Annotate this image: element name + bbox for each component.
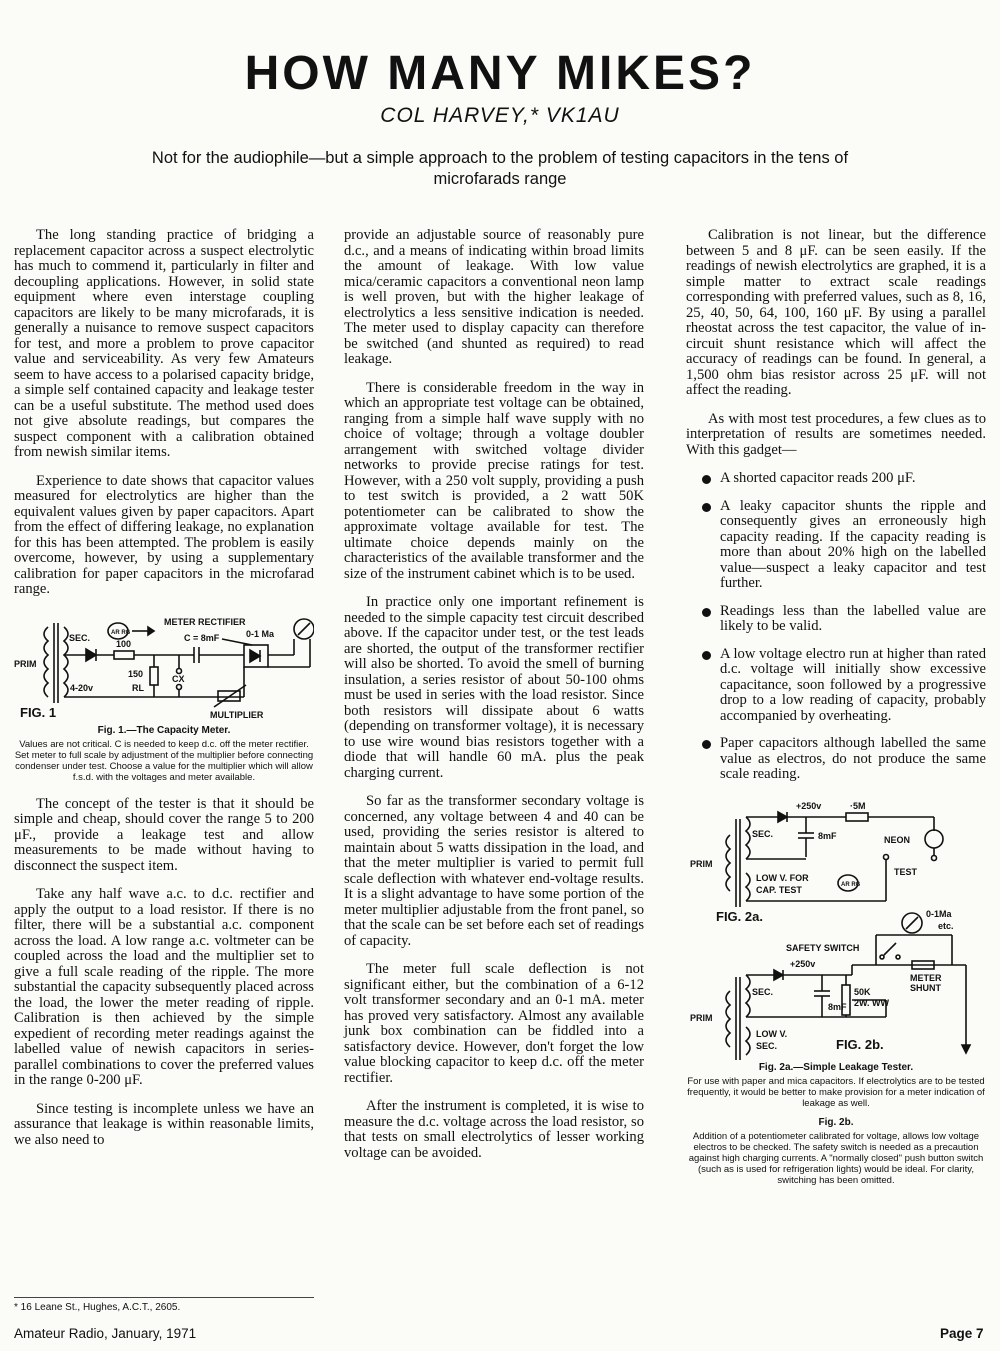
- label-prim-a: PRIM: [690, 858, 713, 869]
- author-line: COL HARVEY,* VK1AU: [380, 104, 620, 127]
- label-sec-a: SEC.: [752, 828, 774, 839]
- list-item: Readings less than the labelled value are likely to be valid.: [686, 604, 986, 635]
- paragraph: Experience to date shows that capacitor values measured for electrolytics are higher than the equivalent values given by paper capacitors. Apart from the effect of differing leakage, no explanation for this has been attempted. The problem is easily overcome, however, by using a supplementary calibration for paper capacitors in the microfarad range.: [14, 472, 314, 597]
- label-pot-rating: 2W. WW: [854, 997, 889, 1008]
- label-meter-shunt-2: SHUNT: [910, 982, 941, 993]
- label-fig2a: FIG. 2a.: [716, 908, 763, 924]
- label-meter-rectifier: METER RECTIFIER: [164, 616, 246, 627]
- paragraph: After the instrument is completed, it is wise to measure the d.c. voltage across the load resistor, so that tests on small electrolytics of lesser working voltage can be avoided.: [344, 1098, 644, 1161]
- list-item: A shorted capacitor reads 200 μF.: [686, 471, 986, 487]
- list-item: Paper capacitors although labelled the same value as electros, do not produce the same scale reading.: [686, 736, 986, 783]
- label-safety-switch: SAFETY SWITCH: [786, 942, 860, 953]
- paragraph: So far as the transformer secondary voltage is concerned, any voltage between 4 and 40 can be used, providing the series resistor is altered to maintain about 5 watts dissipation in the load, and that the meter multiplier is varied to permit full scale deflection with whatever end-voltage results. It is a slight advantage to have some portion of the meter multiplier adjustable from the front panel, so that the scale can be set before each set of readings of capacity.: [344, 793, 644, 949]
- paragraph: Calibration is not linear, but the difference between 5 and 8 μF. can be seen easily. If the readings of newish electrolytics are graphed, it is a simple matter to extract scale readings corresponding with preferred values, such as 8, 16, 25, 40, 50, 64, 100, 160 μF. By using a parallel rheostat across the test capacitor, the value of in-circuit shunt resistance which will affect the accuracy of readings can be found. In general, a 1,500 ohm bias resistor across 25 μF. will not affect the reading.: [686, 227, 986, 398]
- label-prim-b: PRIM: [690, 1012, 713, 1023]
- column-1: [14, 228, 314, 1161]
- label-r5m: ·5M: [850, 800, 866, 811]
- label-meter-range2: 0-1Ma: [926, 908, 952, 919]
- figure-1-caption: [14, 725, 314, 783]
- paragraph: In practice only one important refinement is needed to the simple capacity test circuit described above. If the capacitor under test, or the test leads are shorted, the output of the transformer rectifier will also be shorted. To avoid the smell of burning insulation, a series resistor of about 50-100 ohms must be used in series with the load resistor. Since both resistors will dissipate about 6 watts (depending on transformer voltage), it is necessary to use wire wound bias resistors together with a diode that will handle 60 mA. plus the peak charging current.: [344, 594, 644, 781]
- list-item: A low voltage electro run at higher than rated d.c. voltage will initially show excessive capacitance, soon followed by a progressive drop to a low reading of capacity, probably accompanied by overheating.: [686, 647, 986, 725]
- label-etc: etc.: [938, 920, 954, 931]
- list-item: A leaky capacitor shunts the ripple and consequently gives an erroneously high capacity reading. If the capacity reading is more than about 20% high on the labelled value—suspect a leaky capacitor and test further.: [686, 499, 986, 592]
- figure-2-leakage-tester: [686, 795, 986, 1060]
- label-pot: 50K: [854, 986, 871, 997]
- label-meter-shunt-1: METER: [910, 972, 942, 983]
- figure-2a-caption-text: For use with paper and mica capacitors. If electrolytics are to be tested frequently, it would be better to make provision for a meter indication of leakage as well.: [687, 1075, 985, 1109]
- label-test: TEST: [894, 866, 918, 877]
- paragraph: The concept of the tester is that it should be simple and cheap, should cover the range 5 to 200 μF., provide a leakage test and allow measurements to be made without having to disconnect the suspect item.: [14, 795, 314, 874]
- label-r150: 150: [128, 668, 144, 679]
- page-number: Page 7: [940, 1326, 984, 1341]
- label-lowv-b: LOW V.: [756, 1028, 788, 1039]
- publication-footer: Amateur Radio, January, 1971: [14, 1326, 197, 1341]
- label-arrg-a: AR RG: [841, 881, 861, 888]
- subtitle: Not for the audiophile—but a simple approach to the problem of testing capacitors in the tens of microfarads range: [151, 149, 849, 188]
- figure-2a-caption-title: Fig. 2a.—Simple Leakage Tester.: [758, 1061, 914, 1073]
- page-title: HOW MANY MIKES?: [244, 47, 756, 100]
- label-lowv-a: LOW V. FOR: [756, 872, 809, 883]
- label-sec: SEC.: [69, 632, 91, 643]
- figure-1-caption-text: Values are not critical. C is needed to keep d.c. off the meter rectifier. Set meter to full scale by adjustment of the multiplier before connecting condenser under test. Choose a value for the multiplier which will allow f.s.d. with the voltages and meter available.: [14, 738, 314, 783]
- label-fig2b: FIG. 2b.: [836, 1036, 884, 1052]
- label-rl: RL: [132, 682, 144, 693]
- label-cx: CX: [172, 673, 185, 684]
- label-v250b: +250v: [790, 958, 816, 969]
- paragraph: provide an adjustable source of reasonably pure d.c., and a means of indicating within broad limits the amount of leakage. With low value mica/ceramic capacitors a conventional neon lamp is well proven, but with the higher leakage of electrolytics a less sensitive indication is needed. The meter used to display capacity can therefore be switched (and shunted as required) to read leakage.: [344, 227, 644, 367]
- footnote: * 16 Leane St., Hughes, A.C.T., 2605.: [14, 1297, 314, 1313]
- figure-2a-caption: [686, 1062, 986, 1109]
- figure-2b-caption: [686, 1117, 986, 1186]
- label-cap-test: CAP. TEST: [756, 884, 802, 895]
- label-meter-range: 0-1 Ma: [246, 628, 275, 639]
- label-arrg: AR RG: [111, 629, 131, 636]
- paragraph: Since testing is incomplete unless we have an assurance that leakage is within reasonable limits, we also need to: [14, 1100, 314, 1148]
- figure-2b-caption-text: Addition of a potentiometer calibrated for voltage, allows low voltage electros to be checked. The safety switch is needed as a precaution against high charging currents. A "normally closed" push button switch (such as is used for refrigeration lights) would be ideal. For clarity, switching has been omitted.: [688, 1130, 984, 1186]
- label-c8mf: C = 8mF: [184, 632, 220, 643]
- label-c8mf-a: 8mF: [818, 830, 837, 841]
- column-3: [686, 228, 986, 1200]
- label-c8mf-b: 8mF: [828, 1001, 847, 1012]
- label-r100: 100: [116, 638, 132, 649]
- label-neon: NEON: [884, 834, 911, 845]
- label-sec-b: SEC.: [752, 986, 774, 997]
- label-sec-b2: SEC.: [756, 1040, 778, 1051]
- paragraph: As with most test procedures, a few clues as to interpretation of results are sometimes needed. With this gadget—: [686, 410, 986, 458]
- label-fig1: FIG. 1: [20, 704, 57, 720]
- figure-1-caption-title: Fig. 1.—The Capacity Meter.: [97, 724, 231, 736]
- figure-2b-caption-title: Fig. 2b.: [818, 1116, 854, 1128]
- paragraph: There is considerable freedom in the way in which an appropriate test voltage can be obtained, ranging from a simple half wave supply with no choice of voltage; through a voltage doubler arrangement with switched voltage divider networks to provide precise ratings for test. However, with a 250 volt supply, providing a push to test switch is provided, a 2 watt 50K potentiometer can be calibrated to show the approximate voltage available for test. The ultimate choice depends mainly on the characteristics of the available transformer and the size of the instrument cabinet which is to be used.: [344, 379, 644, 582]
- interpretation-list: [686, 471, 986, 783]
- label-prim: PRIM: [14, 658, 37, 669]
- column-2: [344, 228, 644, 1174]
- label-v250a: +250v: [796, 800, 822, 811]
- paragraph: Take any half wave a.c. to d.c. rectifier and apply the output to a load resistor. If there is no filter, there will be a substantial a.c. component across the load. A low range a.c. voltmeter can be coupled across the load and the multiplier set to give a full scale reading of the ripple. The more substantial the capacity subsequently placed across the load, the lower the meter reading of ripple. Calibration is then achieved by the simple expedient of recording meter readings against the labelled value of newish capacitors in series-parallel combinations to cover the preferred values in the range 0-200 μF.: [14, 886, 314, 1088]
- paragraph: The meter full scale deflection is not significant either, but the combination of a 6-12 volt transformer secondary and an 0-1 mA. meter has proved very satisfactory. Almost any available junk box combination can be fiddled into a satisfactory device. However, don't forget the low value blocking capacitor to keep d.c. off the meter rectifier.: [344, 961, 644, 1086]
- label-volts: 4-20v: [70, 682, 94, 693]
- figure-1-capacity-meter: [14, 611, 314, 723]
- label-multiplier: MULTIPLIER: [210, 709, 264, 720]
- paragraph: The long standing practice of bridging a replacement capacitor across a suspect electrolytic has much to commend it, particularly in filter and decoupling applications. However, in solid state equipment where even interstage coupling capacitors are likely to be many microfarads, it is generally a nuisance to remove suspect capacitors for test, and more a problem to prove capacitor value and serviceability. As very few Amateurs seem to have access to a polarised capacity bridge, a simple self contained capacity and leakage tester can be a useful substitute. The method used does not give absolute readings, but compares the suspect component with a calibration obtained from newish similar items.: [14, 227, 314, 460]
